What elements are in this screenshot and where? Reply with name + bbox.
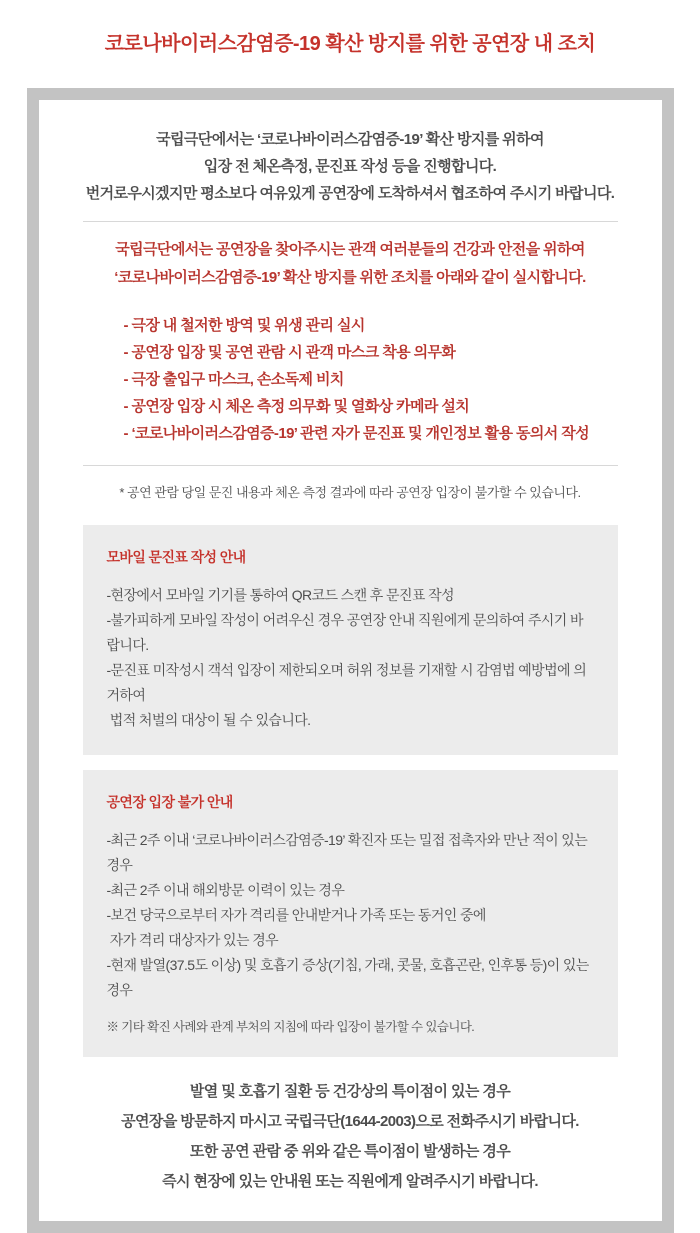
measures-item: - 극장 출입구 마스크, 손소독제 비치 xyxy=(123,371,344,388)
entry-restriction-box xyxy=(83,770,618,1057)
footer-line: 즉시 현장에 있는 안내원 또는 직원에게 알려주시기 바랍니다. xyxy=(162,1173,538,1190)
notice-panel xyxy=(27,88,674,1233)
intro-line: 번거로우시겠지만 평소보다 여유있게 공연장에 도착하셔서 협조하여 주시기 바랍니다. xyxy=(85,185,615,202)
footer-line: 공연장을 방문하지 마시고 국립극단(1644-2003)으로 전화주시기 바랍니다. xyxy=(121,1113,579,1130)
measures-list xyxy=(83,312,618,447)
divider xyxy=(83,221,618,222)
notice-panel-content xyxy=(39,100,662,1221)
mobile-questionnaire-heading: 모바일 문진표 작성 안내 xyxy=(106,549,246,565)
footer-line: 발열 및 호흡기 질환 등 건강상의 특이점이 있는 경우 xyxy=(189,1083,511,1100)
intro-paragraph xyxy=(83,126,618,207)
entry-restriction-line: -보건 당국으로부터 자가 격리를 안내받거나 가족 또는 동거인 중에 xyxy=(106,907,486,923)
mobile-questionnaire-line: -문진표 미작성시 객석 입장이 제한되오며 허위 정보를 기재할 시 감염법 예방법에 의거하여 xyxy=(106,662,587,703)
measures-item: - 공연장 입장 시 체온 측정 의무화 및 열화상 카메라 설치 xyxy=(123,398,470,415)
entry-restriction-line: -현재 발열(37.5도 이상) 및 호흡기 증상(기침, 가래, 콧물, 호흡곤란, 인후통 등)이 있는 경우 xyxy=(106,957,593,998)
measures-heading xyxy=(83,236,618,292)
intro-line: 입장 전 체온측정, 문진표 작성 등을 진행합니다. xyxy=(203,158,497,175)
measures-heading-line: 국립극단에서는 공연장을 찾아주시는 관객 여러분들의 건강과 안전을 위하여 xyxy=(115,241,585,258)
measures-item: - 극장 내 철저한 방역 및 위생 관리 실시 xyxy=(123,317,365,334)
mobile-questionnaire-line: -현장에서 모바일 기기를 통하여 QR코드 스캔 후 문진표 작성 xyxy=(106,587,454,603)
mobile-questionnaire-line: -불가피하게 모바일 작성이 어려우신 경우 공연장 안내 직원에게 문의하여 주시기 바랍니다. xyxy=(106,612,583,653)
mobile-questionnaire-line: 법적 처벌의 대상이 될 수 있습니다. xyxy=(106,712,311,728)
entry-restriction-note: ※ 기타 확진 사례와 관계 부처의 지침에 따라 입장이 불가할 수 있습니다. xyxy=(106,1020,475,1034)
divider xyxy=(83,465,618,466)
mobile-questionnaire-box xyxy=(83,525,618,755)
admission-note: * 공연 관람 당일 문진 내용과 체온 측정 결과에 따라 공연장 입장이 불가할 수 있습니다. xyxy=(119,485,581,500)
footer-line: 또한 공연 관람 중 위와 같은 특이점이 발생하는 경우 xyxy=(189,1143,511,1160)
entry-restriction-heading: 공연장 입장 불가 안내 xyxy=(106,794,233,810)
intro-line: 국립극단에서는 ‘코로나바이러스감염증-19’ 확산 방지를 위하여 xyxy=(156,131,544,148)
entry-restriction-line: -최근 2주 이내 ‘코로나바이러스감염증-19’ 확진자 또는 밀접 접촉자와 만난 적이 있는 경우 xyxy=(106,832,591,873)
measures-heading-line: ‘코로나바이러스감염증-19’ 확산 방지를 위한 조치를 아래와 같이 실시합니다. xyxy=(114,269,586,286)
page-title: 코로나바이러스감염증-19 확산 방지를 위한 공연장 내 조치 xyxy=(104,33,596,55)
footer-paragraph xyxy=(83,1077,618,1197)
entry-restriction-line: 자가 격리 대상자가 있는 경우 xyxy=(106,932,279,948)
entry-restriction-line: -최근 2주 이내 해외방문 이력이 있는 경우 xyxy=(106,882,345,898)
measures-item: - ‘코로나바이러스감염증-19’ 관련 자가 문진표 및 개인정보 활용 동의서 작성 xyxy=(123,425,590,442)
measures-item: - 공연장 입장 및 공연 관람 시 관객 마스크 착용 의무화 xyxy=(123,344,456,361)
